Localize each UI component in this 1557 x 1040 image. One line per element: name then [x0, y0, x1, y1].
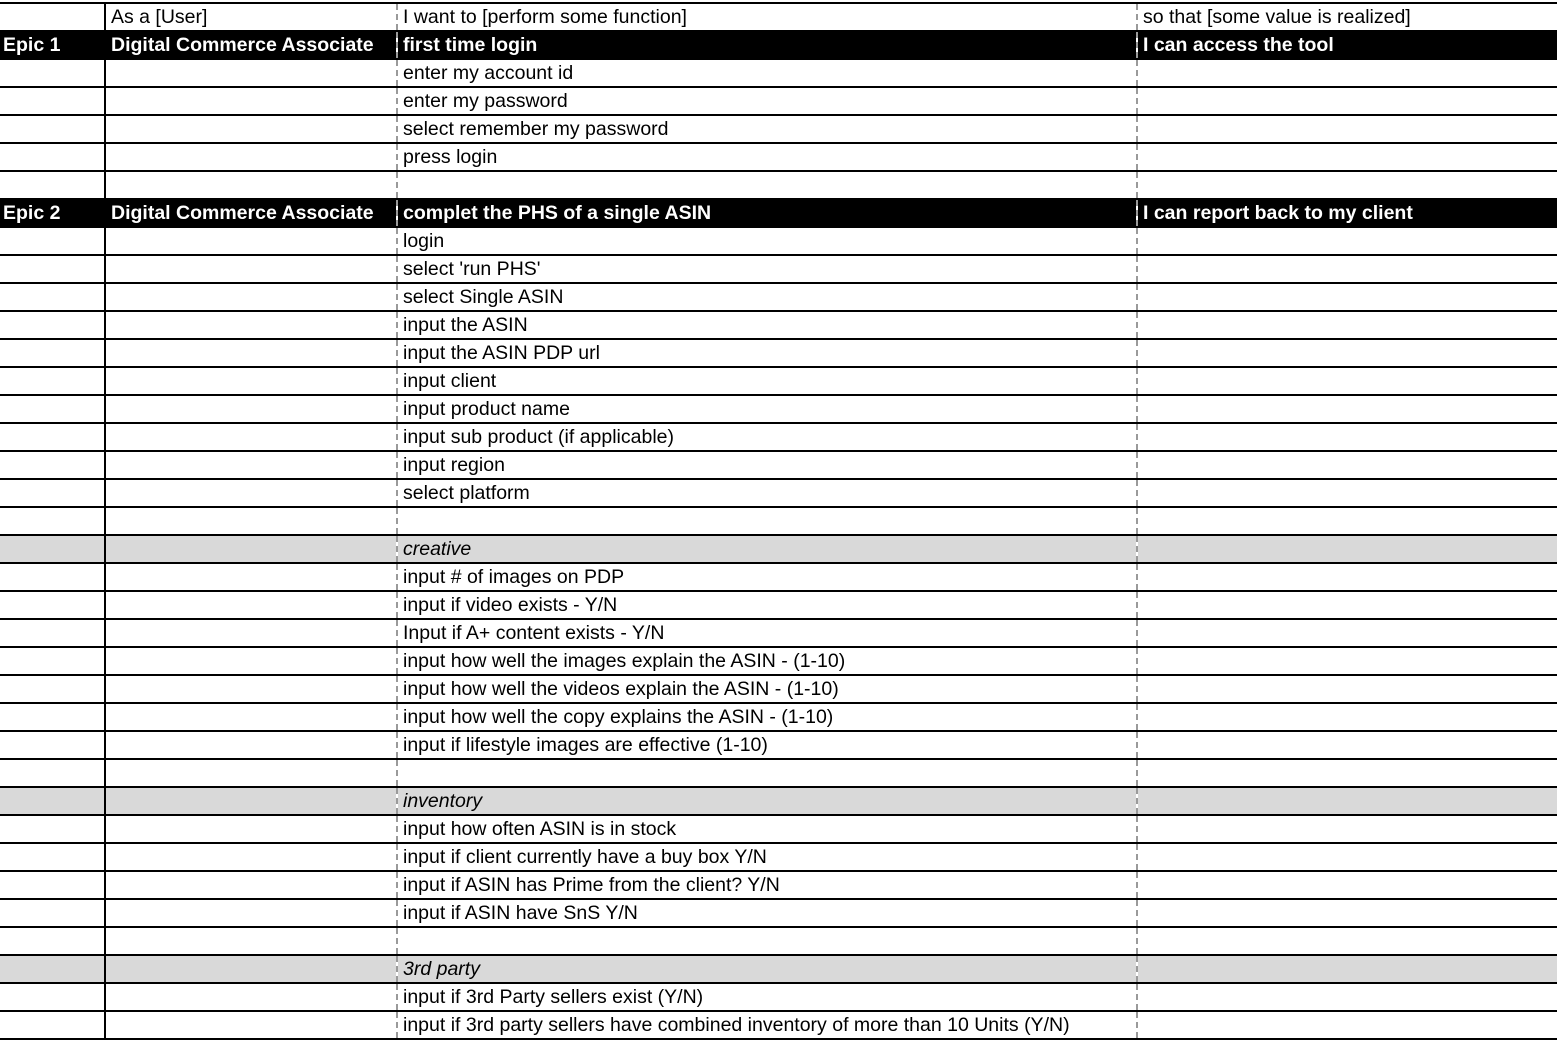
function-cell[interactable]: complet the PHS of a single ASIN	[397, 199, 1137, 227]
function-cell[interactable]: input if 3rd Party sellers exist (Y/N)	[397, 983, 1137, 1011]
story-row	[0, 563, 1557, 591]
value-cell[interactable]	[1137, 283, 1557, 311]
user-cell[interactable]	[105, 899, 397, 927]
value-cell[interactable]	[1137, 255, 1557, 283]
function-cell[interactable]: input if video exists - Y/N	[397, 591, 1137, 619]
function-cell[interactable]: select Single ASIN	[397, 283, 1137, 311]
user-cell[interactable]	[105, 143, 397, 171]
function-cell[interactable]: input product name	[397, 395, 1137, 423]
value-cell[interactable]	[1137, 647, 1557, 675]
epic-cell[interactable]	[0, 339, 105, 367]
user-cell[interactable]	[105, 395, 397, 423]
epic-cell[interactable]	[0, 843, 105, 871]
function-cell[interactable]: input if ASIN has Prime from the client? Y/N	[397, 871, 1137, 899]
story-row	[0, 731, 1557, 759]
value-cell[interactable]	[1137, 871, 1557, 899]
epic-cell[interactable]	[0, 59, 105, 87]
epic-row	[0, 31, 1557, 59]
function-cell[interactable]: select remember my password	[397, 115, 1137, 143]
epic-cell[interactable]	[0, 675, 105, 703]
epic-cell[interactable]	[0, 479, 105, 507]
function-cell[interactable]: input if 3rd party sellers have combined inventory of more than 10 Units (Y/N)	[397, 1011, 1137, 1039]
user-story-sheet	[0, 2, 1557, 1040]
story-row	[0, 675, 1557, 703]
value-cell[interactable]	[1137, 311, 1557, 339]
function-cell[interactable]: input # of images on PDP	[397, 563, 1137, 591]
value-cell[interactable]	[1137, 955, 1557, 983]
function-cell[interactable]: inventory	[397, 787, 1137, 815]
function-cell[interactable]: input client	[397, 367, 1137, 395]
epic-cell[interactable]	[0, 563, 105, 591]
epic-cell[interactable]	[0, 815, 105, 843]
story-row	[0, 227, 1557, 255]
value-cell[interactable]	[1137, 619, 1557, 647]
epic-cell[interactable]	[0, 1011, 105, 1039]
user-cell[interactable]	[105, 927, 397, 955]
user-cell[interactable]	[105, 591, 397, 619]
epic-cell[interactable]	[0, 591, 105, 619]
value-cell[interactable]	[1137, 339, 1557, 367]
epic-cell[interactable]	[0, 283, 105, 311]
user-cell[interactable]	[105, 815, 397, 843]
value-cell[interactable]	[1137, 591, 1557, 619]
epic-cell[interactable]	[0, 87, 105, 115]
user-cell[interactable]: Digital Commerce Associate	[105, 199, 397, 227]
header-function-cell[interactable]: I want to [perform some function]	[397, 3, 1137, 31]
user-cell[interactable]	[105, 983, 397, 1011]
function-cell[interactable]: input region	[397, 451, 1137, 479]
sheet-body	[0, 3, 1557, 1039]
epic-cell[interactable]	[0, 311, 105, 339]
story-row	[0, 395, 1557, 423]
epic-cell[interactable]	[0, 171, 105, 199]
story-row	[0, 619, 1557, 647]
value-cell[interactable]	[1137, 563, 1557, 591]
user-cell[interactable]	[105, 507, 397, 535]
user-cell[interactable]	[105, 871, 397, 899]
user-cell[interactable]	[105, 563, 397, 591]
user-cell[interactable]	[105, 1011, 397, 1039]
function-cell[interactable]: first time login	[397, 31, 1137, 59]
blank-row	[0, 927, 1557, 955]
epic-row	[0, 199, 1557, 227]
function-cell[interactable]	[397, 759, 1137, 787]
function-cell[interactable]: creative	[397, 535, 1137, 563]
user-cell[interactable]	[105, 955, 397, 983]
story-row	[0, 479, 1557, 507]
user-cell[interactable]	[105, 731, 397, 759]
value-cell[interactable]: I can report back to my client	[1137, 199, 1557, 227]
epic-cell[interactable]: Epic 1	[0, 31, 105, 59]
epic-cell[interactable]	[0, 115, 105, 143]
story-row	[0, 703, 1557, 731]
value-cell[interactable]	[1137, 535, 1557, 563]
epic-cell[interactable]	[0, 703, 105, 731]
user-cell[interactable]: Digital Commerce Associate	[105, 31, 397, 59]
story-row	[0, 983, 1557, 1011]
user-cell[interactable]	[105, 675, 397, 703]
story-row	[0, 115, 1557, 143]
story-row	[0, 311, 1557, 339]
story-row	[0, 283, 1557, 311]
value-cell[interactable]	[1137, 731, 1557, 759]
epic-cell[interactable]	[0, 367, 105, 395]
blank-row	[0, 507, 1557, 535]
epic-cell[interactable]	[0, 899, 105, 927]
user-cell[interactable]	[105, 367, 397, 395]
header-user-cell[interactable]: As a [User]	[105, 3, 397, 31]
function-cell[interactable]: select 'run PHS'	[397, 255, 1137, 283]
function-cell[interactable]: input the ASIN PDP url	[397, 339, 1137, 367]
value-cell[interactable]	[1137, 143, 1557, 171]
function-cell[interactable]: input how well the images explain the ASIN - (1-10)	[397, 647, 1137, 675]
user-cell[interactable]	[105, 619, 397, 647]
function-cell[interactable]: input how well the copy explains the ASIN - (1-10)	[397, 703, 1137, 731]
value-cell[interactable]	[1137, 1011, 1557, 1039]
epic-cell[interactable]	[0, 143, 105, 171]
user-cell[interactable]	[105, 311, 397, 339]
function-cell[interactable]: input the ASIN	[397, 311, 1137, 339]
epic-cell[interactable]	[0, 731, 105, 759]
user-cell[interactable]	[105, 479, 397, 507]
value-cell[interactable]	[1137, 227, 1557, 255]
epic-cell[interactable]	[0, 787, 105, 815]
value-cell[interactable]	[1137, 479, 1557, 507]
user-cell[interactable]	[105, 787, 397, 815]
user-cell[interactable]	[105, 115, 397, 143]
value-cell[interactable]	[1137, 423, 1557, 451]
story-row	[0, 591, 1557, 619]
user-cell[interactable]	[105, 171, 397, 199]
section-header-row	[0, 787, 1557, 815]
function-cell[interactable]: input how well the videos explain the ASIN - (1-10)	[397, 675, 1137, 703]
story-row	[0, 1011, 1557, 1039]
epic-cell[interactable]	[0, 395, 105, 423]
value-cell[interactable]	[1137, 983, 1557, 1011]
function-cell[interactable]: input how often ASIN is in stock	[397, 815, 1137, 843]
function-cell[interactable]: input sub product (if applicable)	[397, 423, 1137, 451]
user-cell[interactable]	[105, 647, 397, 675]
user-cell[interactable]	[105, 759, 397, 787]
user-cell[interactable]	[105, 255, 397, 283]
section-header-row	[0, 535, 1557, 563]
function-cell[interactable]: Input if A+ content exists - Y/N	[397, 619, 1137, 647]
epic-cell[interactable]	[0, 759, 105, 787]
function-cell[interactable]: select platform	[397, 479, 1137, 507]
user-cell[interactable]	[105, 535, 397, 563]
story-row	[0, 871, 1557, 899]
user-cell[interactable]	[105, 703, 397, 731]
function-cell[interactable]	[397, 507, 1137, 535]
epic-cell[interactable]	[0, 983, 105, 1011]
user-cell[interactable]	[105, 339, 397, 367]
function-cell[interactable]: input if ASIN have SnS Y/N	[397, 899, 1137, 927]
header-row	[0, 3, 1557, 31]
value-cell[interactable]	[1137, 927, 1557, 955]
epic-cell[interactable]	[0, 619, 105, 647]
story-row	[0, 899, 1557, 927]
epic-cell[interactable]	[0, 507, 105, 535]
value-cell[interactable]	[1137, 87, 1557, 115]
section-header-row	[0, 955, 1557, 983]
story-row	[0, 87, 1557, 115]
user-cell[interactable]	[105, 451, 397, 479]
value-cell[interactable]	[1137, 115, 1557, 143]
value-cell[interactable]	[1137, 759, 1557, 787]
user-cell[interactable]	[105, 227, 397, 255]
value-cell[interactable]	[1137, 59, 1557, 87]
value-cell[interactable]	[1137, 171, 1557, 199]
value-cell[interactable]: I can access the tool	[1137, 31, 1557, 59]
story-row	[0, 367, 1557, 395]
story-row	[0, 843, 1557, 871]
function-cell[interactable]: input if lifestyle images are effective (1-10)	[397, 731, 1137, 759]
epic-cell[interactable]	[0, 955, 105, 983]
header-epic-cell[interactable]	[0, 3, 105, 31]
value-cell[interactable]	[1137, 507, 1557, 535]
value-cell[interactable]	[1137, 451, 1557, 479]
epic-cell[interactable]	[0, 227, 105, 255]
story-row	[0, 339, 1557, 367]
user-cell[interactable]	[105, 59, 397, 87]
user-cell[interactable]	[105, 283, 397, 311]
function-cell[interactable]	[397, 927, 1137, 955]
epic-cell[interactable]	[0, 423, 105, 451]
story-row	[0, 815, 1557, 843]
function-cell[interactable]: 3rd party	[397, 955, 1137, 983]
story-row	[0, 647, 1557, 675]
function-cell[interactable]: enter my account id	[397, 59, 1137, 87]
epic-cell[interactable]	[0, 451, 105, 479]
epic-cell[interactable]	[0, 535, 105, 563]
story-row	[0, 59, 1557, 87]
function-cell[interactable]: enter my password	[397, 87, 1137, 115]
value-cell[interactable]	[1137, 703, 1557, 731]
story-row	[0, 143, 1557, 171]
story-row	[0, 255, 1557, 283]
function-cell[interactable]: press login	[397, 143, 1137, 171]
value-cell[interactable]	[1137, 395, 1557, 423]
epic-cell[interactable]	[0, 255, 105, 283]
function-cell[interactable]: input if client currently have a buy box Y/N	[397, 843, 1137, 871]
header-value-cell[interactable]: so that [some value is realized]	[1137, 3, 1557, 31]
user-cell[interactable]	[105, 843, 397, 871]
story-row	[0, 451, 1557, 479]
function-cell[interactable]: login	[397, 227, 1137, 255]
value-cell[interactable]	[1137, 675, 1557, 703]
blank-row	[0, 759, 1557, 787]
value-cell[interactable]	[1137, 367, 1557, 395]
blank-row	[0, 171, 1557, 199]
value-cell[interactable]	[1137, 815, 1557, 843]
function-cell[interactable]	[397, 171, 1137, 199]
story-row	[0, 423, 1557, 451]
epic-cell[interactable]	[0, 871, 105, 899]
value-cell[interactable]	[1137, 899, 1557, 927]
epic-cell[interactable]	[0, 927, 105, 955]
epic-cell[interactable]: Epic 2	[0, 199, 105, 227]
user-cell[interactable]	[105, 423, 397, 451]
value-cell[interactable]	[1137, 843, 1557, 871]
user-cell[interactable]	[105, 87, 397, 115]
value-cell[interactable]	[1137, 787, 1557, 815]
epic-cell[interactable]	[0, 647, 105, 675]
